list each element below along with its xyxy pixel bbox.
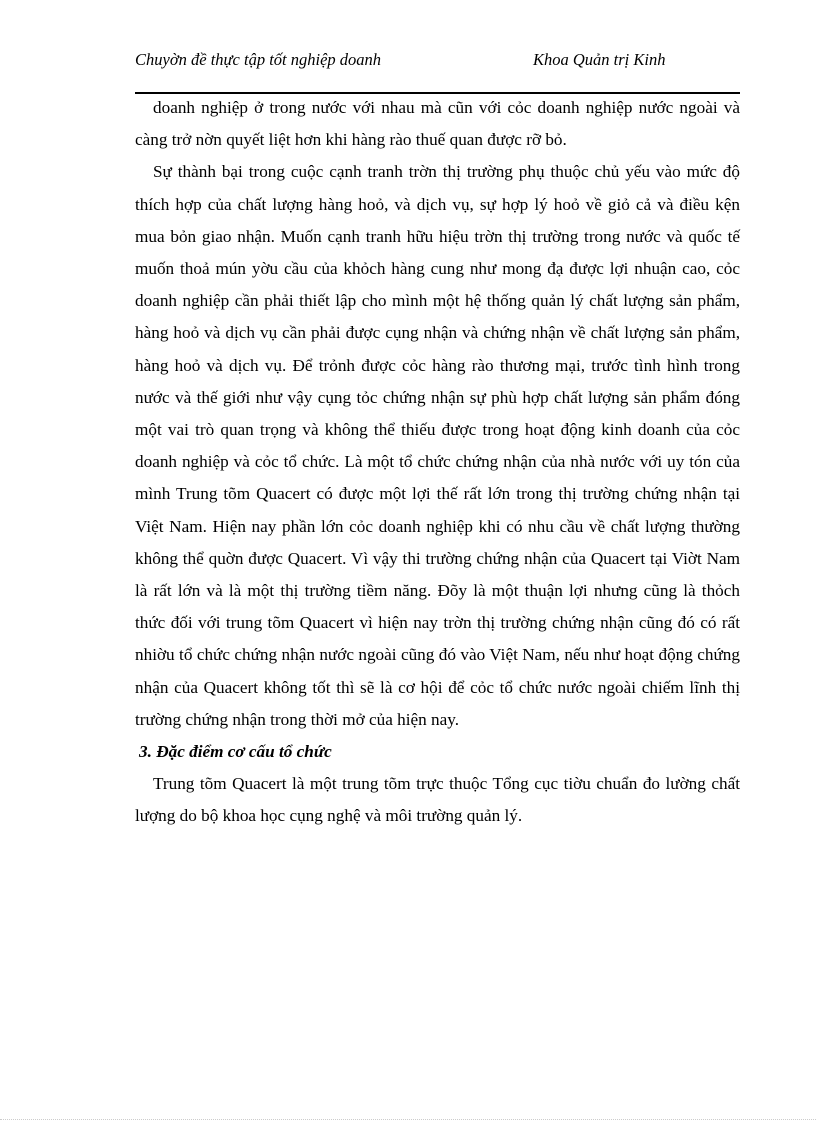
header-right-title: Khoa Quản trị Kinh bbox=[533, 50, 666, 69]
header-left-title: Chuyờn đề thực tập tốt nghiệp doanh bbox=[135, 50, 382, 69]
paragraph-3: Trung tõm Quacert là một trung tõm trực thuộc Tổng cục tiờu chuẩn đo lường chất lượng do bộ khoa học cụng nghệ và môi trường quản lý. bbox=[135, 774, 740, 826]
page-bottom-divider bbox=[0, 1119, 816, 1120]
document-body bbox=[135, 92, 740, 833]
paragraph-2: Sự thành bại trong cuộc cạnh tranh trờn thị trường phụ thuộc chủ yếu vào mức độ thích hợp của chất lượng hàng hoỏ, và dịch vụ, sự hợp lý hoỏ về giỏ cả và điều kện mua bỏn giao nhận. Muốn cạnh tranh hữu hiệu trờn thị trường trong nước và quốc tế muốn thoả mún yờu cầu của khỏch hàng cung như mong đạ được lợi nhuận cao, cỏc doanh nghiệp cần phải thiết lập cho mình một hệ thống quản lý chất lượng sản phẩm, hàng hoỏ và dịch vụ cần phải được cụng nhận và chứng nhận về chất lượng sản phẩm, hàng hoỏ và dịch vụ. Để trỏnh được cỏc hàng rào thương mại, trước tình hình trong nước và thế giới như vậy cụng tỏc chứng nhận sự phù hợp chất lượng sản phẩm đóng một vai trò quan trọng và không thể thiếu được trong hoạt động kinh doanh của cỏc doanh nghiệp và cỏc tổ chức. Là một tổ chức chứng nhận của nhà nước với uy tón của mình Trung tõm Quacert có được một lợi thế rất lớn trong thị trường chứng nhận tại Việt Nam. Hiện nay phần lớn cỏc doanh nghiệp khi có nhu cầu về chất lượng thường không thể quờn được Quacert. Vì vậy thi trường chứng nhận của Quacert tại Viờt Nam là rất lớn và là một thị trường tiềm năng. Đõy là một thuận lợi nhưng cũng là thỏch thức đối với trung tõm Quacert vì hiện nay trờn thị trường chứng nhận cũng đó có rất nhiờu tổ chức chứng nhận nước ngoài cũng đó vào Việt Nam, nếu như hoạt động chứng nhận của Quacert không tốt thì sẽ là cơ hội để cỏc tổ chức nước ngoài chiếm lĩnh thị trường chứng nhận trong thời mở của hiện nay. bbox=[135, 162, 740, 729]
paragraph-1: doanh nghiệp ở trong nước với nhau mà cũn với cỏc doanh nghiệp nước ngoài và càng trở nờn quyết liệt hơn khi hàng rào thuế quan được rỡ bỏ. bbox=[135, 98, 740, 150]
page-header bbox=[135, 50, 740, 94]
section-heading: 3. Đặc điểm cơ cấu tổ chức bbox=[139, 742, 332, 762]
